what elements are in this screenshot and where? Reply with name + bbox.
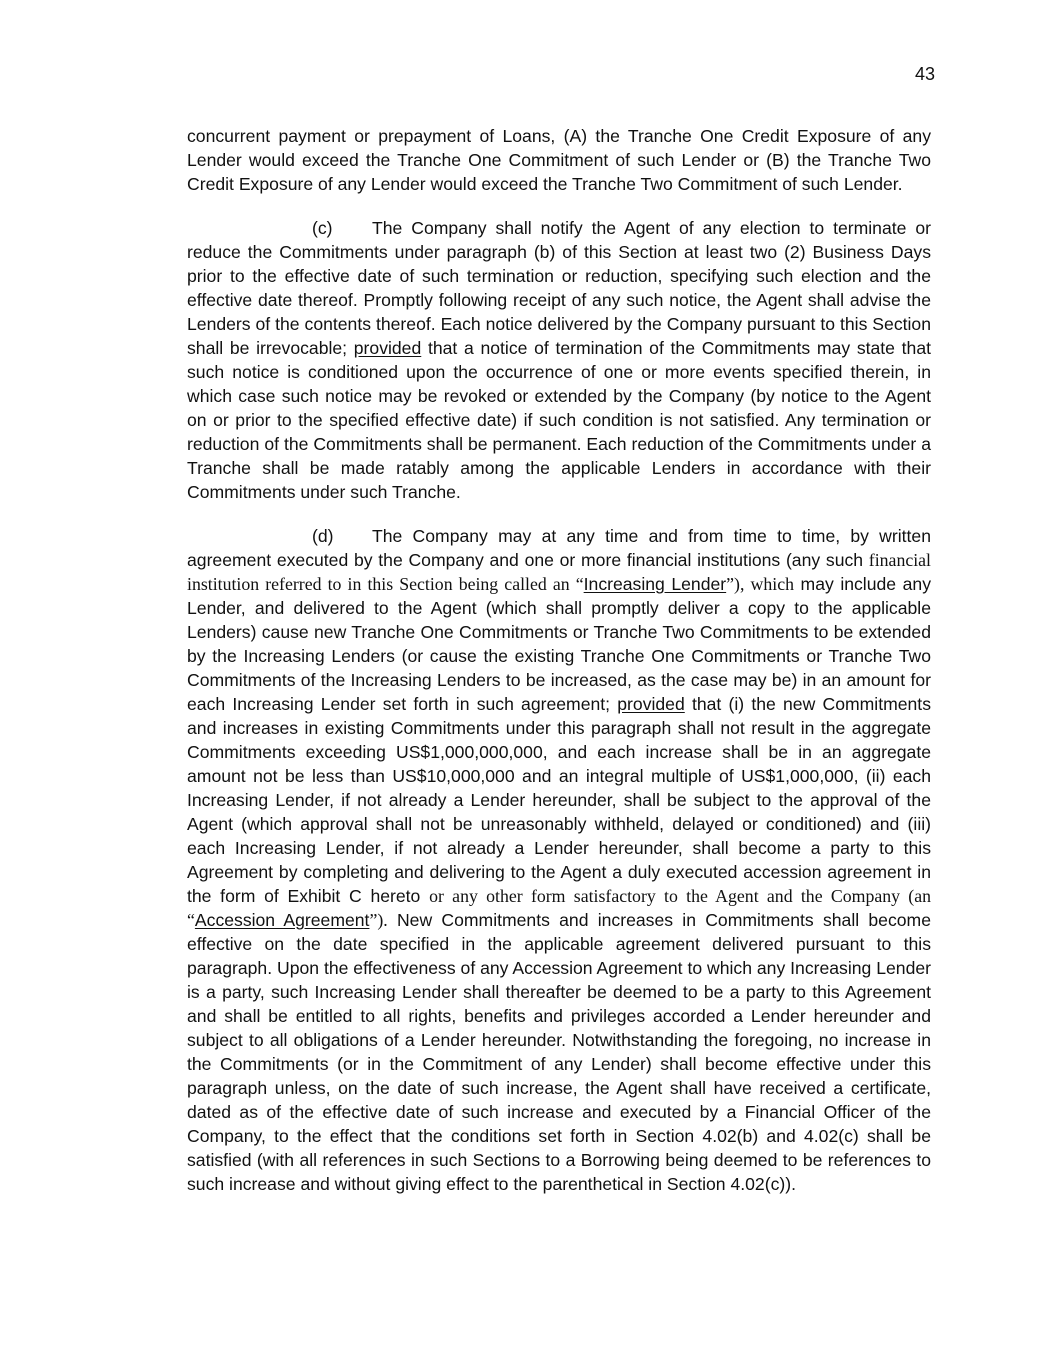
paragraph-text-serif: or any other form satisfactory to the Agent and the Company (an “ (187, 886, 932, 930)
paragraph-text: The Company shall notify the Agent of any election to terminate or reduce the Commitments under paragraph (b) of this Section at least two (2) Business Days prior to the effective date of such termination or reduction, specifying such election and the effective date thereof. Promptly following receipt of any such notice, the Agent shall advise the Lenders of the contents thereof. Each notice delivered by the Company pursuant to this Section shall be irrevocable; (187, 218, 931, 358)
defined-term-provided: provided (353, 338, 422, 358)
paragraph-text-serif: financial institution referred to in this Section being called an “ (187, 550, 931, 594)
paragraph-text: that a notice of termination of the Commitments may state that such notice is conditioned upon the occurrence of one or more events specified therein, in which case such notice may be revoked or extended by the Company (by notice to the Agent on or prior to the specified effective date) if such condition is not satisfied. Any termination or reduction of the Commitments shall be permanent. Each reduction of the Commitments under a Tranche shall be made ratably among the applicable Lenders in accordance with their Commitments under such Tranche. (187, 338, 931, 502)
page-number: 43 (914, 64, 935, 84)
paragraph-text: New Commitments and increases in Commitments shall become effective on the date specified in the applicable agreement delivered pursuant to this paragraph. Upon the effectiveness of any Accession Agreement to which any Increasing Lender is a party, such Increasing Lender shall thereafter be deemed to be a party to this Agreement and shall be entitled to all rights, benefits and privileges accorded a Lender hereunder and subject to all obligations of a Lender hereunder. Notwithstanding the foregoing, no increase in the Commitments (or in the Commitment of any Lender) shall become effective under this paragraph unless, on the date of such increase, the Agent shall have received a certificate, dated as of the effective date of such increase and executed by a Financial Officer of the Company, to the effect that the conditions set forth in Section 4.02(b) and 4.02(c) shall be satisfied (with all references in such Sections to a Borrowing being deemed to be references to such increase and without giving effect to the parenthetical in Section 4.02(c)). (187, 910, 931, 1194)
paragraph-label: (d) (312, 526, 334, 546)
paragraph-text-serif: ”). (369, 910, 388, 930)
paragraph-c (187, 216, 931, 504)
paragraph-label: (c) (312, 218, 333, 238)
document-body (187, 124, 931, 1216)
defined-term-accession-agreement: Accession Agreement (194, 910, 370, 930)
paragraph-text: may include any Lender, and delivered to the Agent (which shall promptly deliver a copy to the applicable Lenders) cause new Tranche One Commitments or Tranche Two Commitments to be extended by the Increasing Lenders (or cause the existing Tranche One Commitments or Tranche Two Commitments of the Increasing Lenders to be increased, as the case may be) in an amount for each Increasing Lender set forth in such agreement; (187, 574, 931, 714)
paragraph-text: The Company may at any time and from time to time, by written agreement executed by the Company and one or more financial institutions (any such (187, 526, 931, 570)
paragraph-d (187, 524, 931, 1196)
defined-term-increasing-lender: Increasing Lender (583, 574, 727, 594)
paragraph-text-serif: ”), which (726, 574, 794, 594)
paragraph-text: that (i) the new Commitments and increases in existing Commitments under this paragraph shall not result in the aggregate Commitments exceeding US$1,000,000,000, and each increase shall be in an aggregate amount not be less than US$10,000,000 and an integral multiple of US$1,000,000, (ii) each Increasing Lender, if not already a Lender hereunder, shall be subject to the approval of the Agent (which approval shall not be unreasonably withheld, delayed or conditioned) and (iii) each Increasing Lender, if not already a Lender hereunder, shall become a party to this Agreement by completing and delivering to the Agent a duly executed accession agreement in the form of Exhibit C hereto (187, 694, 931, 906)
defined-term-provided: provided (617, 694, 685, 714)
paragraph-continuation: concurrent payment or prepayment of Loans, (A) the Tranche One Credit Exposure of any Lender would exceed the Tranche One Commitment of such Lender or (B) the Tranche Two Credit Exposure of any Lender would exceed the Tranche Two Commitment of such Lender. (187, 126, 931, 194)
